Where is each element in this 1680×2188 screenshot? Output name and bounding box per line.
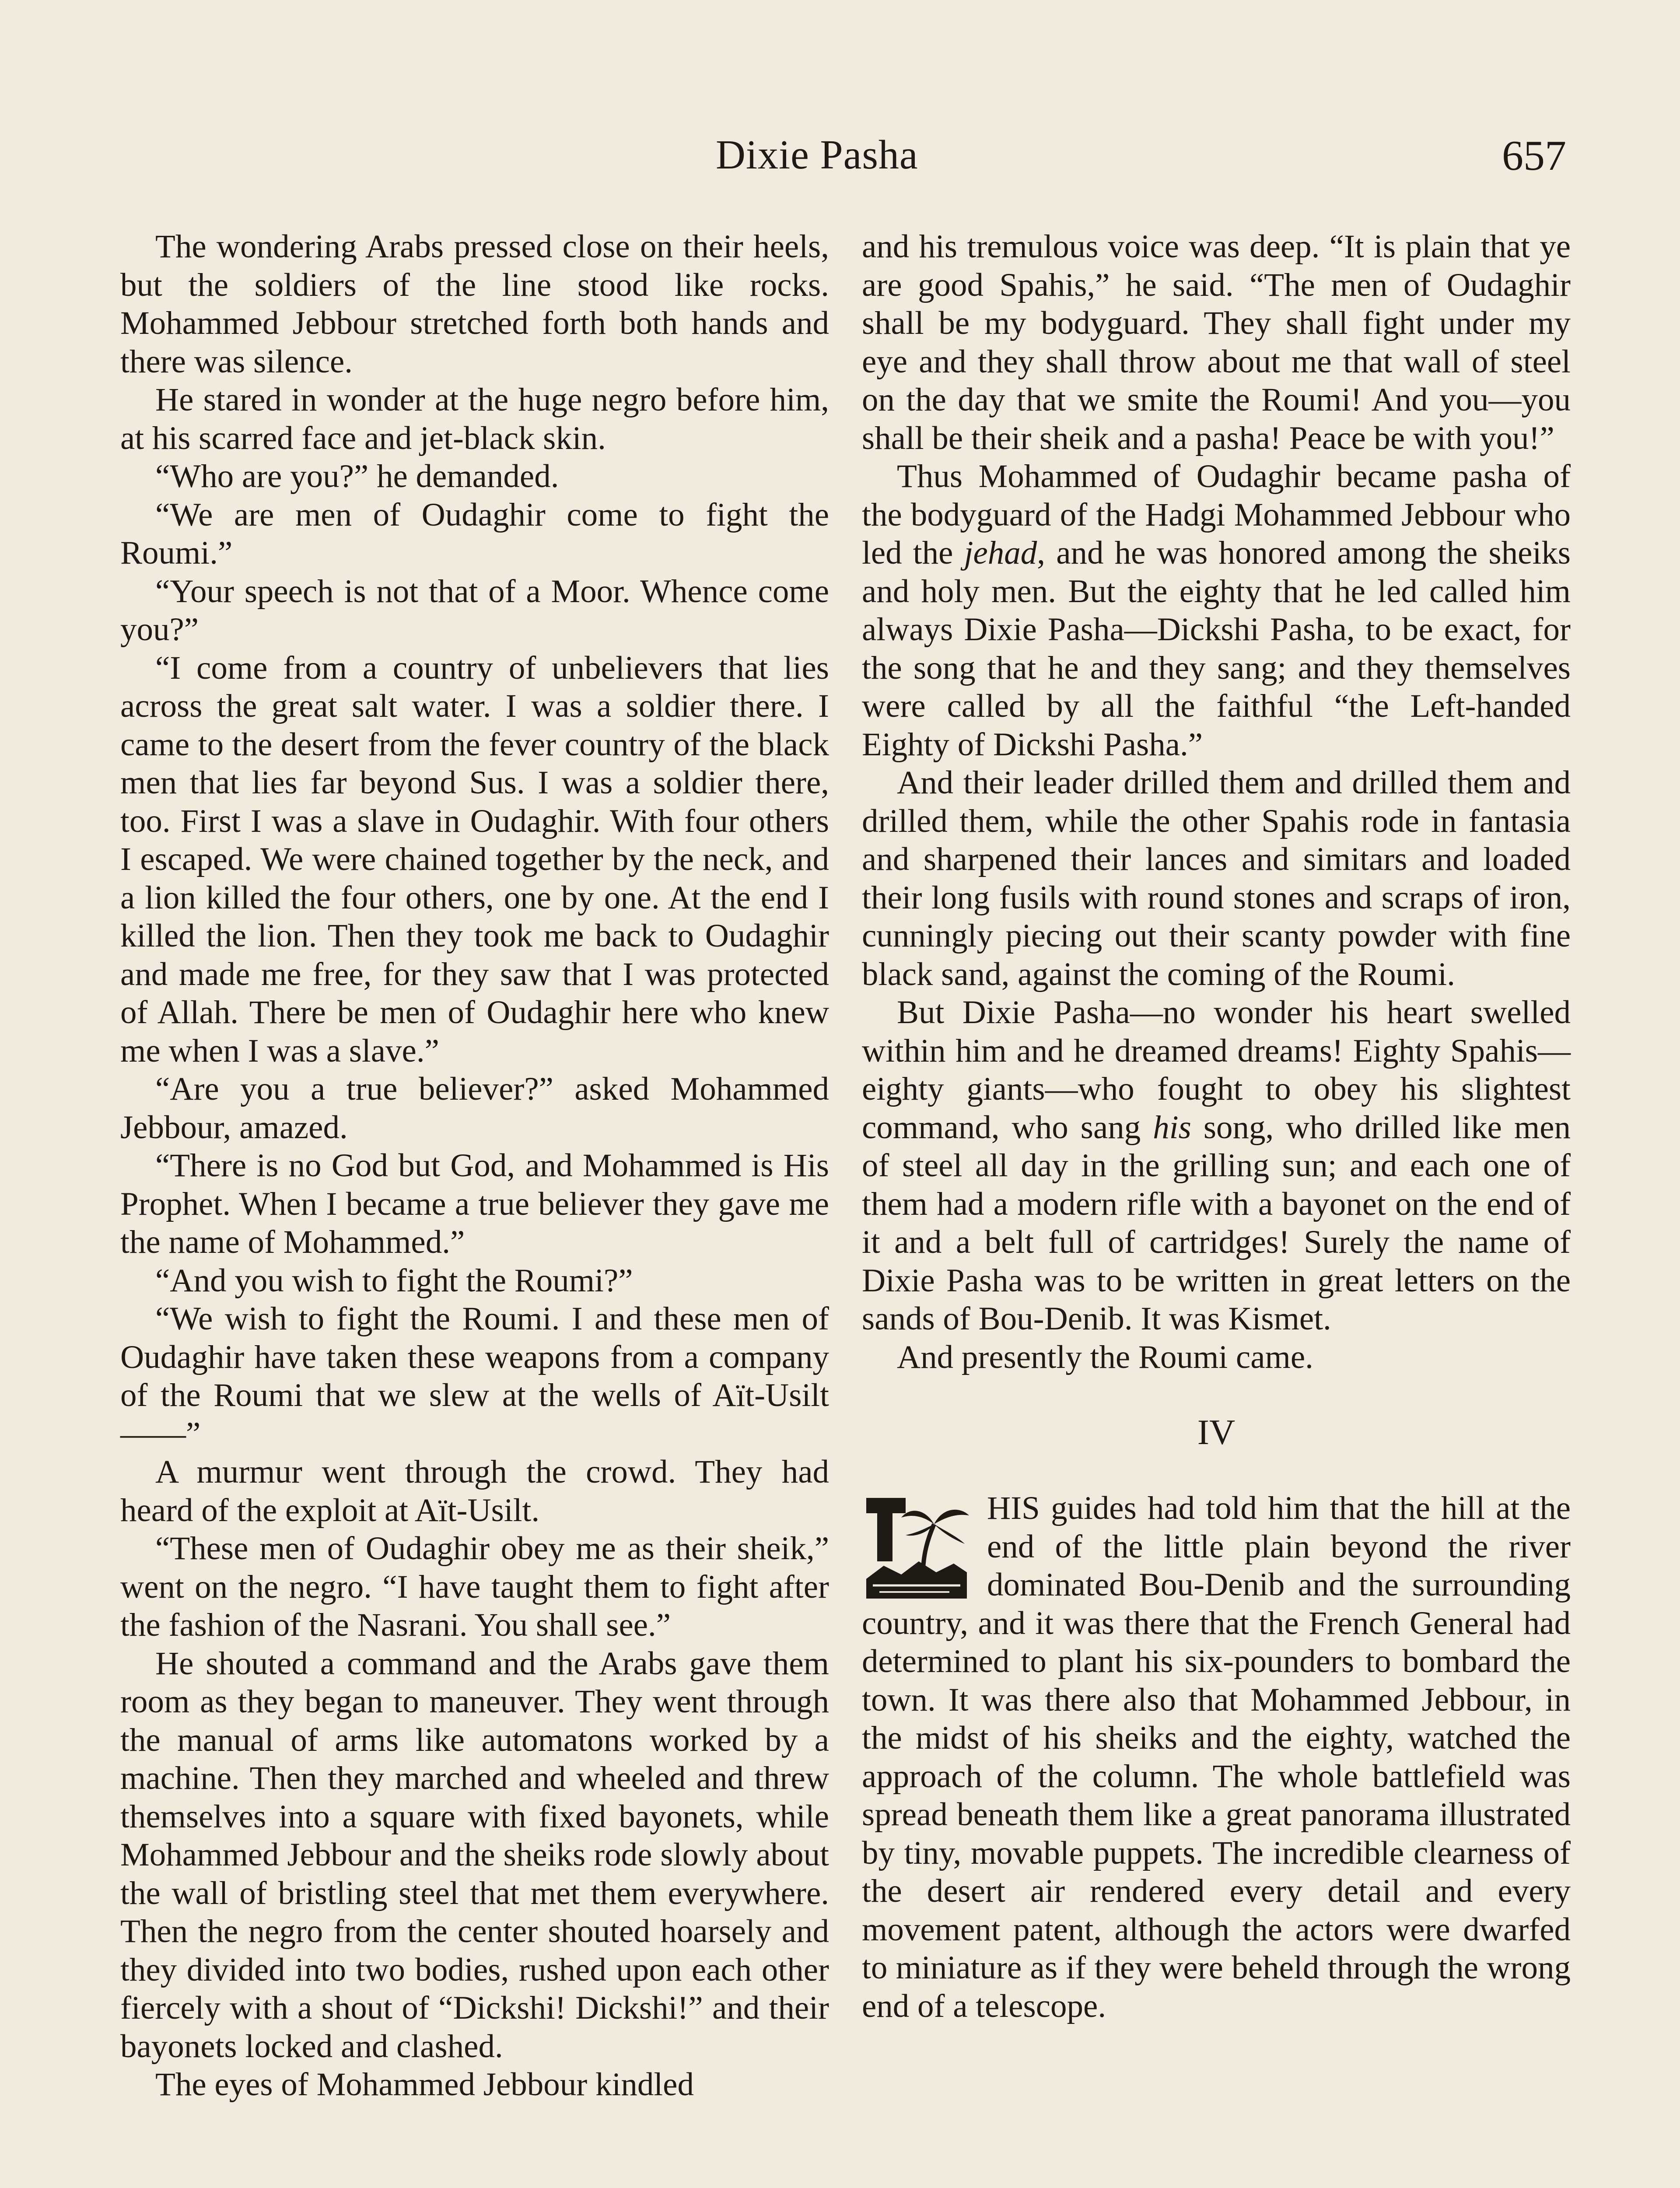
paragraph: “Who are you?” he demanded. (155, 458, 559, 494)
italic-word: his (1153, 1109, 1191, 1146)
decorative-drop-cap-t-palm-icon (862, 1494, 971, 1603)
paragraph: “There is no God but God, and Mohammed is His Prophet. When I became a true believer they gave me the name of Mohammed.” (120, 1147, 829, 1260)
section-number: IV (1197, 1412, 1236, 1452)
page-number: 657 (1502, 132, 1566, 179)
page-header (118, 131, 1566, 197)
paragraph: “We are men of Oudaghir come to fight the Roumi.” (120, 496, 829, 571)
paragraph: He shouted a command and the Arabs gave them room as they began to maneuver. They went through the manual of arms like automatons worked by a machine. Then they marched and wheeled and threw themselves into a square with fixed bayonets, while Mohammed Jebbour and the sheiks rode slowly about the wall of bristling steel that met them everywhere. Then the negro from the center shouted hoarsely and they divided into two bodies, rushed upon each other fiercely with a shout of “Dickshi! Dickshi!” and their bayonets locked and clashed. (120, 1645, 829, 2065)
paragraph: And presently the Roumi came. (897, 1339, 1313, 1375)
paragraph: “These men of Oudaghir obey me as their sheik,” went on the negro. “I have taught them to fight after the fashion of the Nasrani. You shall see.” (120, 1530, 829, 1643)
section-opening-paragraph (862, 1489, 1571, 2025)
paragraph: A murmur went through the crowd. They had heard of the exploit at Aït-Usilt. (120, 1454, 829, 1529)
text-run: , and he was honored among the sheiks and holy men. But the eighty that he led called him always Dixie Pasha—Dickshi Pasha, to be exact, for the song that he and they sang; and they themselves were called by all the faithful “the Left-handed Eighty of Dickshi Pasha.” (862, 535, 1571, 763)
running-title: Dixie Pasha (716, 132, 918, 178)
right-column (862, 228, 1571, 2025)
text-run: song, who drilled like men of steel all day in the grilling sun; and each one of them had a modern rifle with a bayonet on the end of it and a belt full of cartridges! Surely the name of Dixie Pasha was to be written in great letters on the sands of Bou-Denib. It was Kismet. (862, 1109, 1571, 1337)
left-column (120, 228, 829, 2104)
text-run: But Dixie Pasha—no wonder his heart swelled within him and he dreamed dreams! Eighty Spahis—eighty giants—who fought to obey his slightest command, who sang (862, 994, 1571, 1146)
paragraph: The wondering Arabs pressed close on their heels, but the soldiers of the line stood like rocks. Mohammed Jebbour stretched forth both hands and there was silence. (120, 228, 829, 380)
paragraph (862, 993, 1571, 1338)
paragraph: And their leader drilled them and drilled them and drilled them, while the other Spahis rode in fantasia and sharpened their lances and simitars and loaded their long fusils with round stones and scraps of iron, cunningly piecing out their scanty powder with fine black sand, against the coming of the Roumi. (862, 764, 1571, 992)
paragraph-continued: and his tremulous voice was deep. “It is plain that ye are good Spahis,” he said. “The men of Oudaghir shall be my bodyguard. They shall fight under my eye and they shall throw about me that wall of steel on the day that we smite the Roumi! And you—you shall be their sheik and a pasha! Peace be with you!” (862, 228, 1571, 456)
paragraph: He stared in wonder at the huge negro before him, at his scarred face and jet-black skin. (120, 382, 829, 456)
paragraph (862, 457, 1571, 764)
paragraph: “We wish to fight the Roumi. I and these men of Oudaghir have taken these weapons from a company of the Roumi that we slew at the wells of Aït-Usilt——” (120, 1301, 829, 1452)
text-run: Thus Mohammed of Oudaghir became pasha of the bodyguard of the Hadgi Mohammed Jebbour who led the (862, 458, 1571, 571)
paragraph: “Are you a true believer?” asked Mohammed Jebbour, amazed. (120, 1071, 829, 1146)
text-run: HIS guides had told him that the hill at the end of the little plain beyond the river dominated Bou-Denib and the surrounding country, and it was there that the French General had determined to plant his six-pounders to bombard the town. It was there also that Mohammed Jebbour, in the midst of his sheiks and the eighty, watched the approach of the column. The whole battlefield was spread beneath them like a great panorama illustrated by tiny, movable puppets. The incredible clearness of the desert air rendered every detail and every movement patent, although the actors were dwarfed to miniature as if they were beheld through the wrong end of a telescope. (862, 1490, 1571, 2024)
paragraph: “And you wish to fight the Roumi?” (155, 1262, 633, 1299)
paragraph: “Your speech is not that of a Moor. Whence come you?” (120, 573, 829, 648)
paragraph: The eyes of Mohammed Jebbour kindled (155, 2066, 694, 2103)
paragraph: “I come from a country of unbelievers that lies across the great salt water. I was a soldier there. I came to the desert from the fever country of the black men that lies far beyond Sus. I was a soldier there, too. First I was a slave in Oudaghir. With four others I escaped. We were chained together by the neck, and a lion killed the four others, one by one. At the end I killed the lion. Then they took me back to Oudaghir and made me free, for they saw that I was protected of Allah. There be men of Oudaghir here who knew me when I was a slave.” (120, 649, 829, 1069)
italic-word: jehad (964, 535, 1037, 571)
